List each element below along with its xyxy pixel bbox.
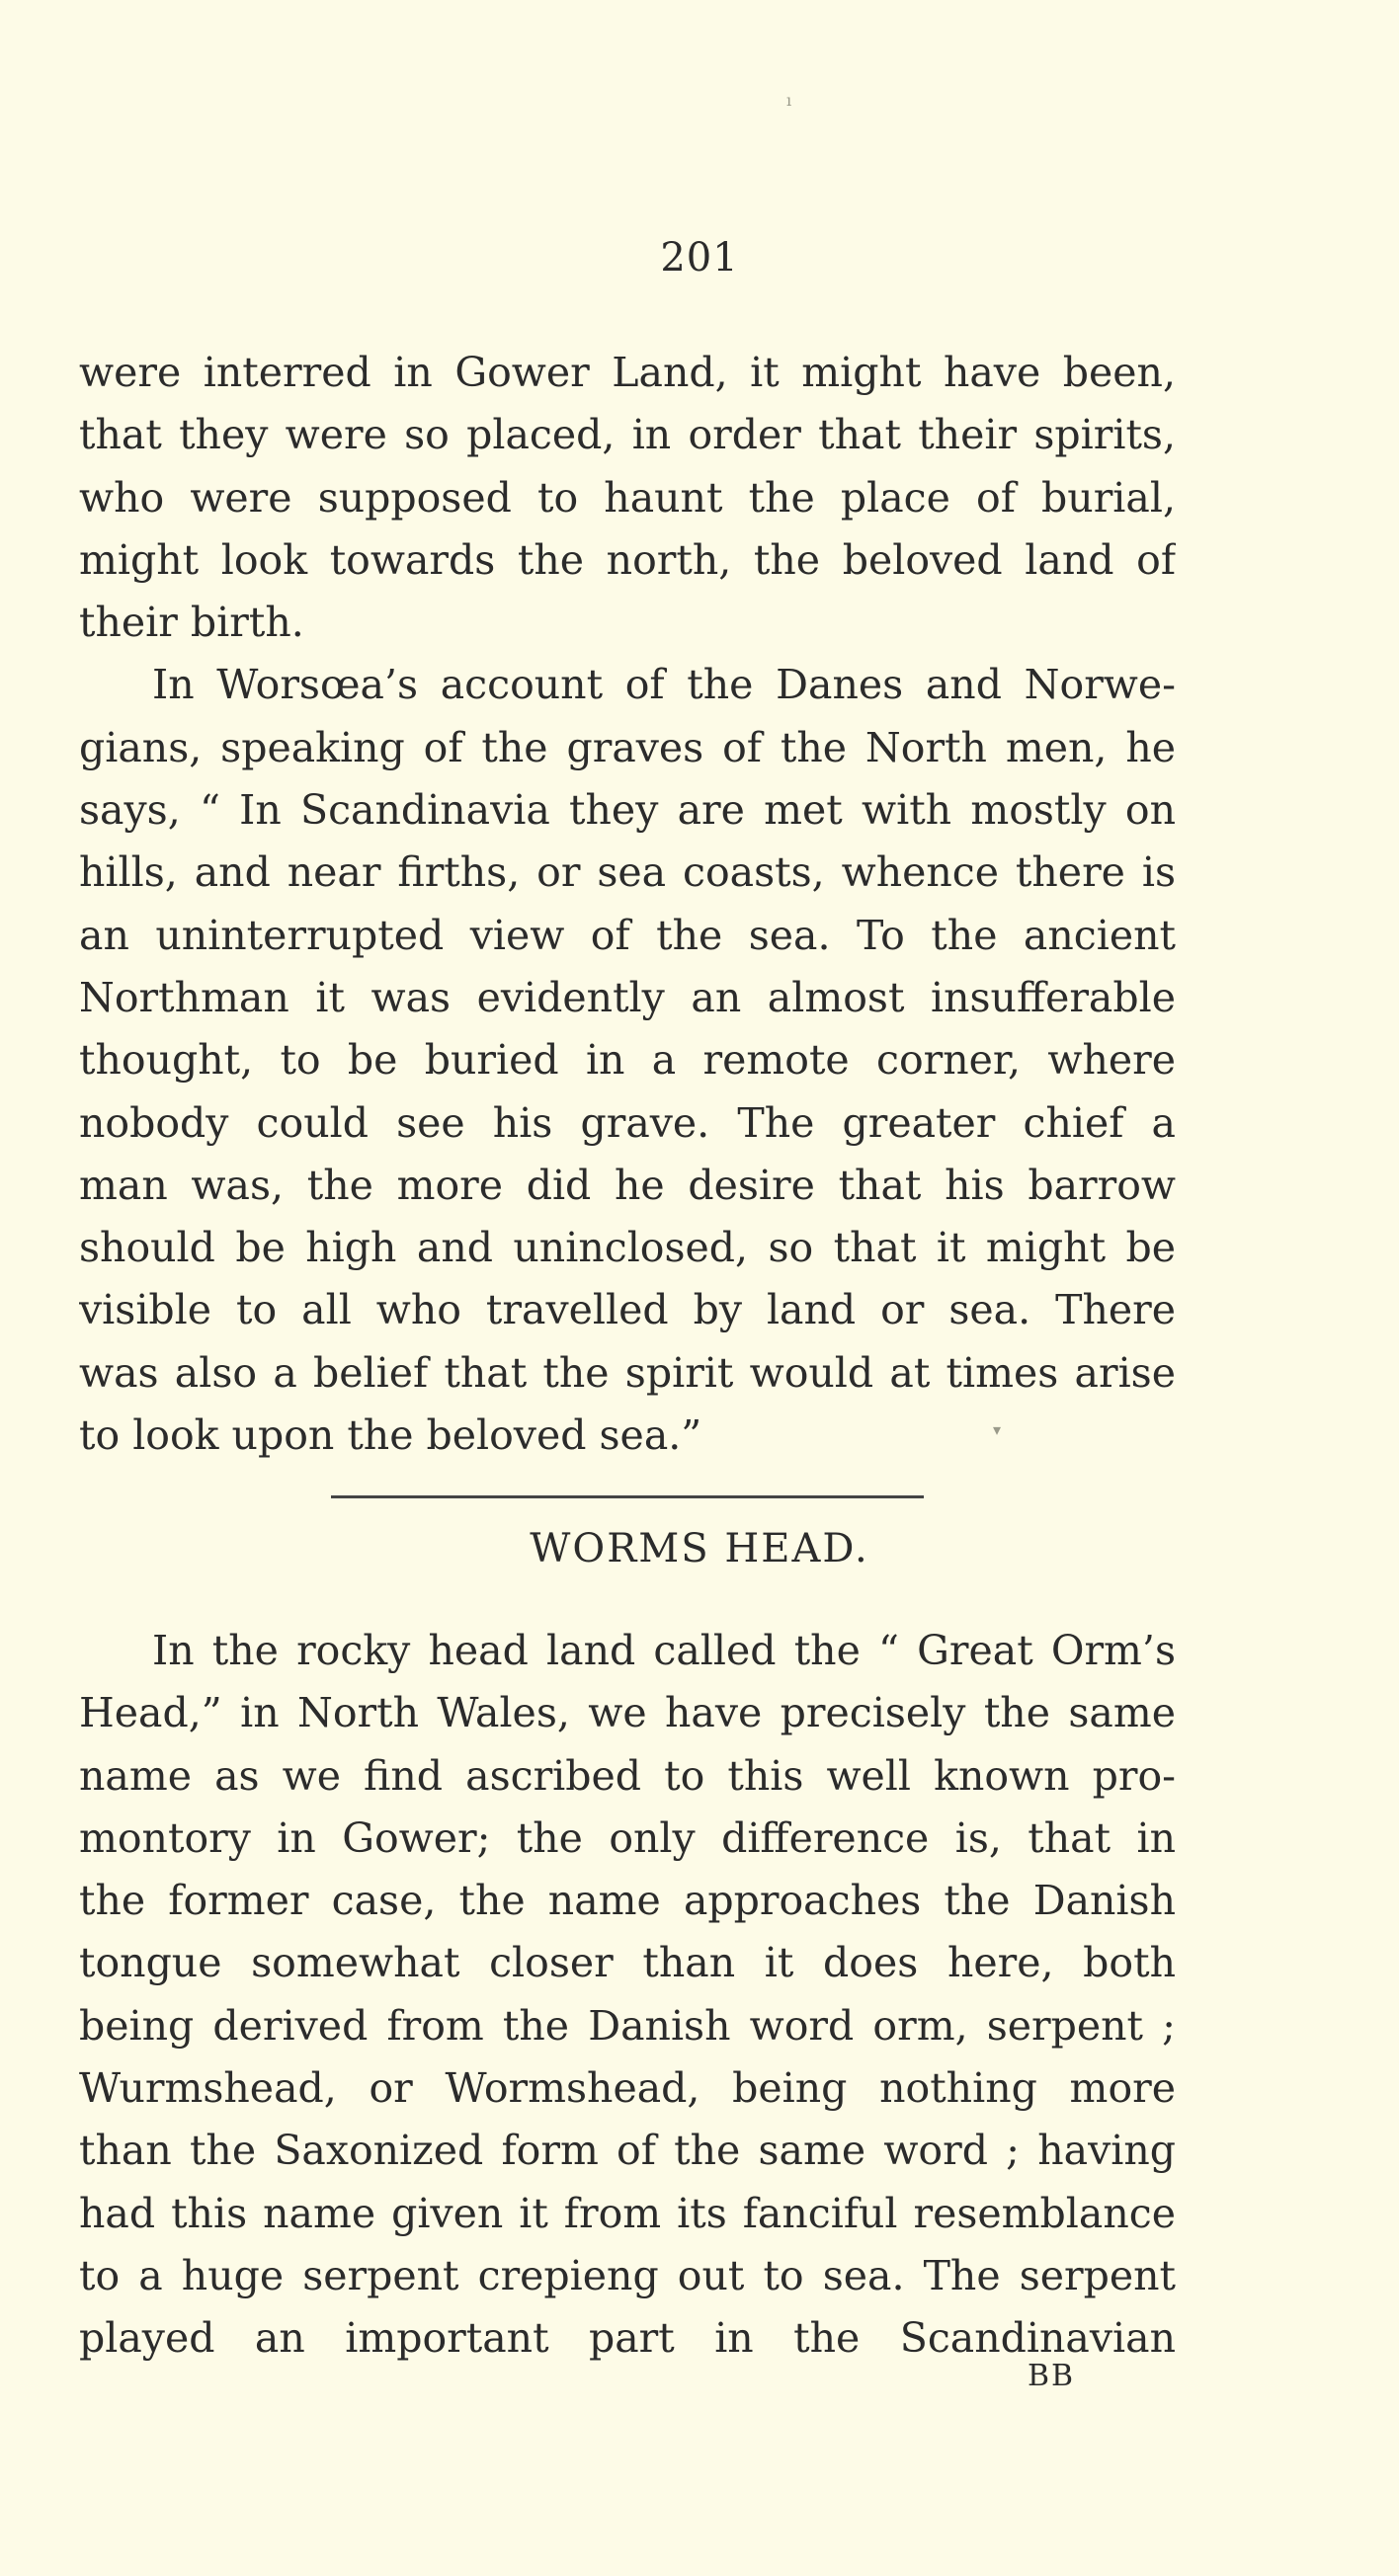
text-line: who were supposed to haunt the place of burial, xyxy=(79,473,1176,522)
margin-mark: ▾ xyxy=(993,1420,1002,1439)
text-line: that they were so placed, in order that their spirits, xyxy=(79,411,1176,459)
section-heading: WORMS HEAD. xyxy=(530,1526,869,1571)
text-line: name as we find ascribed to this well known pro- xyxy=(79,1751,1176,1800)
text-line: than the Saxonized form of the same word ; having xyxy=(79,2127,1176,2175)
text-line: montory in Gower; the only difference is, that in xyxy=(79,1813,1176,1862)
text-line: nobody could see his grave. The greater chief a xyxy=(79,1098,1176,1147)
text-line: gians, speaking of the graves of the North men, he xyxy=(79,723,1176,771)
text-line: In the rocky head land called the “ Great Orm’s xyxy=(152,1627,1176,1674)
text-line: to a huge serpent crepieng out to sea. The serpent xyxy=(79,2251,1176,2299)
text-line: hills, and near firths, or sea coasts, whence there is xyxy=(79,848,1176,897)
text-line: thought, to be buried in a remote corner, where xyxy=(79,1036,1176,1085)
body-text-upper xyxy=(79,342,1176,1467)
text-line: the former case, the name approaches the Danish xyxy=(79,1877,1176,1925)
text-line: should be high and uninclosed, so that it might be xyxy=(79,1224,1176,1272)
text-line: to look upon the beloved sea.” xyxy=(79,1411,702,1460)
section-divider xyxy=(331,1495,924,1498)
text-line: man was, the more did he desire that his barrow xyxy=(79,1161,1176,1209)
text-line: Northman it was evidently an almost insufferable xyxy=(79,973,1176,1021)
text-line: tongue somewhat closer than it does here, both xyxy=(79,1939,1176,1987)
text-line: Head,” in North Wales, we have precisely the same xyxy=(79,1689,1176,1737)
text-line: might look towards the north, the beloved land of xyxy=(79,535,1176,584)
text-line: played an important part in the Scandinavian xyxy=(79,2314,1176,2363)
text-line: was also a belief that the spirit would at times arise xyxy=(79,1348,1176,1397)
text-line: says, “ In Scandinavia they are met with mostly on xyxy=(79,786,1176,835)
page-number: 201 xyxy=(660,235,739,281)
top-mark: ı xyxy=(786,91,792,110)
text-line: their birth. xyxy=(79,599,304,647)
text-line: In Worsœa’s account of the Danes and Norwe- xyxy=(152,661,1176,709)
text-line: an uninterrupted view of the sea. To the ancient xyxy=(79,911,1176,959)
text-line: Wurmshead, or Wormshead, being nothing more xyxy=(79,2064,1176,2113)
body-text-lower xyxy=(79,1620,1176,2371)
signature-mark: BB xyxy=(1028,2359,1076,2393)
text-line: visible to all who travelled by land or sea. There xyxy=(79,1286,1176,1334)
text-line: being derived from the Danish word orm, serpent ; xyxy=(79,2001,1176,2050)
text-line: had this name given it from its fanciful resemblance xyxy=(79,2189,1176,2237)
text-line: were interred in Gower Land, it might have been, xyxy=(79,349,1176,396)
